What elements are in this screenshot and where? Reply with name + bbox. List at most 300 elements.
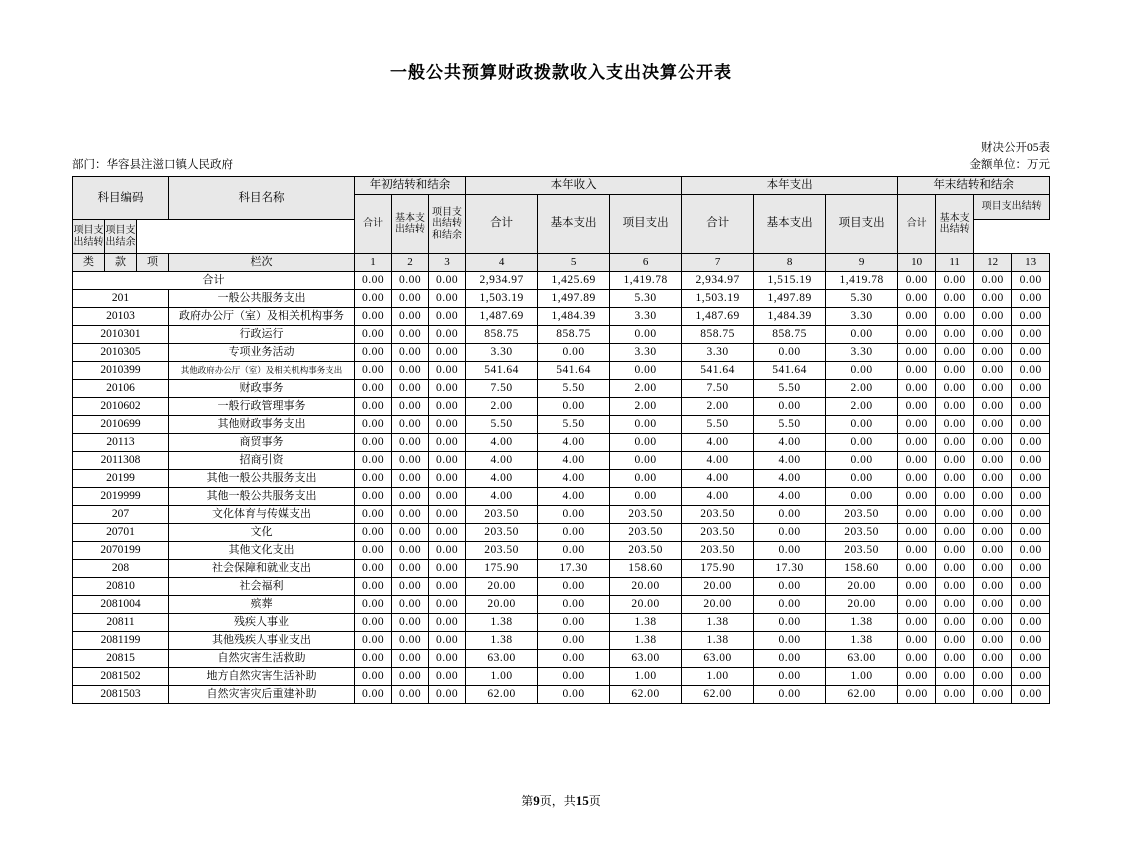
total-v13: 0.00 bbox=[1012, 272, 1050, 290]
row-value-7: 4.00 bbox=[682, 434, 754, 452]
table-row bbox=[73, 578, 1050, 596]
row-value-3: 0.00 bbox=[429, 290, 466, 308]
row-code: 2010305 bbox=[73, 344, 169, 362]
row-value-13: 0.00 bbox=[1012, 614, 1050, 632]
col-num-10: 10 bbox=[898, 254, 936, 272]
row-value-5: 0.00 bbox=[538, 632, 610, 650]
row-value-11: 0.00 bbox=[936, 344, 974, 362]
row-name: 其他文化支出 bbox=[169, 542, 355, 560]
row-value-4: 541.64 bbox=[466, 362, 538, 380]
row-value-5: 0.00 bbox=[538, 578, 610, 596]
row-value-9: 1.00 bbox=[826, 668, 898, 686]
row-value-8: 5.50 bbox=[754, 380, 826, 398]
row-value-12: 0.00 bbox=[974, 398, 1012, 416]
row-value-9: 3.30 bbox=[826, 308, 898, 326]
table-row bbox=[73, 326, 1050, 344]
row-value-12: 0.00 bbox=[974, 596, 1012, 614]
row-value-11: 0.00 bbox=[936, 632, 974, 650]
row-value-1: 0.00 bbox=[355, 326, 392, 344]
row-code: 20701 bbox=[73, 524, 169, 542]
row-value-12: 0.00 bbox=[974, 308, 1012, 326]
row-value-9: 158.60 bbox=[826, 560, 898, 578]
row-code: 20103 bbox=[73, 308, 169, 326]
document-page bbox=[0, 58, 1122, 851]
col-num-3: 3 bbox=[429, 254, 466, 272]
row-value-2: 0.00 bbox=[392, 380, 429, 398]
row-value-11: 0.00 bbox=[936, 488, 974, 506]
row-value-3: 0.00 bbox=[429, 578, 466, 596]
row-value-12: 0.00 bbox=[974, 524, 1012, 542]
row-name: 招商引资 bbox=[169, 452, 355, 470]
row-value-13: 0.00 bbox=[1012, 434, 1050, 452]
row-value-8: 4.00 bbox=[754, 434, 826, 452]
row-value-13: 0.00 bbox=[1012, 650, 1050, 668]
row-value-7: 1.38 bbox=[682, 614, 754, 632]
table-row bbox=[73, 416, 1050, 434]
row-name: 其他政府办公厅（室）及相关机构事务支出 bbox=[169, 362, 355, 380]
row-value-8: 0.00 bbox=[754, 578, 826, 596]
row-value-7: 858.75 bbox=[682, 326, 754, 344]
row-value-4: 4.00 bbox=[466, 488, 538, 506]
header-end-project-group: 项目支出结转 bbox=[974, 195, 1050, 220]
row-value-2: 0.00 bbox=[392, 686, 429, 704]
row-value-6: 0.00 bbox=[610, 434, 682, 452]
row-value-3: 0.00 bbox=[429, 650, 466, 668]
row-value-10: 0.00 bbox=[898, 632, 936, 650]
footer-mid: 页，共 bbox=[539, 794, 576, 808]
row-value-8: 4.00 bbox=[754, 452, 826, 470]
row-value-3: 0.00 bbox=[429, 614, 466, 632]
total-v8: 1,515.19 bbox=[754, 272, 826, 290]
row-value-12: 0.00 bbox=[974, 668, 1012, 686]
row-value-11: 0.00 bbox=[936, 308, 974, 326]
row-value-13: 0.00 bbox=[1012, 326, 1050, 344]
row-value-8: 541.64 bbox=[754, 362, 826, 380]
row-value-7: 203.50 bbox=[682, 542, 754, 560]
header-begin-balance: 年初结转和结余 bbox=[355, 177, 466, 195]
row-value-9: 2.00 bbox=[826, 380, 898, 398]
total-v2: 0.00 bbox=[392, 272, 429, 290]
row-value-10: 0.00 bbox=[898, 542, 936, 560]
row-value-9: 1.38 bbox=[826, 632, 898, 650]
header-income: 本年收入 bbox=[466, 177, 682, 195]
row-value-7: 1.00 bbox=[682, 668, 754, 686]
row-value-10: 0.00 bbox=[898, 362, 936, 380]
row-code: 2081502 bbox=[73, 668, 169, 686]
table-row bbox=[73, 344, 1050, 362]
row-value-8: 17.30 bbox=[754, 560, 826, 578]
col-num-4: 4 bbox=[466, 254, 538, 272]
header-name: 科目名称 bbox=[169, 177, 355, 220]
row-value-1: 0.00 bbox=[355, 542, 392, 560]
row-value-6: 20.00 bbox=[610, 578, 682, 596]
row-value-9: 0.00 bbox=[826, 416, 898, 434]
row-value-8: 5.50 bbox=[754, 416, 826, 434]
col-num-12: 12 bbox=[974, 254, 1012, 272]
col-num-13: 13 bbox=[1012, 254, 1050, 272]
row-name: 商贸事务 bbox=[169, 434, 355, 452]
row-value-10: 0.00 bbox=[898, 416, 936, 434]
row-value-13: 0.00 bbox=[1012, 398, 1050, 416]
row-value-3: 0.00 bbox=[429, 398, 466, 416]
row-name: 社会保障和就业支出 bbox=[169, 560, 355, 578]
row-value-1: 0.00 bbox=[355, 650, 392, 668]
table-row bbox=[73, 650, 1050, 668]
total-label: 合计 bbox=[73, 272, 355, 290]
row-value-3: 0.00 bbox=[429, 434, 466, 452]
page-title: 一般公共预算财政拨款收入支出决算公开表 bbox=[390, 63, 732, 82]
row-name: 殡葬 bbox=[169, 596, 355, 614]
row-value-4: 4.00 bbox=[466, 434, 538, 452]
row-value-1: 0.00 bbox=[355, 524, 392, 542]
row-value-10: 0.00 bbox=[898, 434, 936, 452]
table-row bbox=[73, 398, 1050, 416]
col-num-7: 7 bbox=[682, 254, 754, 272]
row-value-6: 1.38 bbox=[610, 614, 682, 632]
row-value-6: 158.60 bbox=[610, 560, 682, 578]
table-row bbox=[73, 470, 1050, 488]
row-value-7: 4.00 bbox=[682, 488, 754, 506]
row-value-7: 5.50 bbox=[682, 416, 754, 434]
row-value-6: 3.30 bbox=[610, 308, 682, 326]
row-value-2: 0.00 bbox=[392, 470, 429, 488]
row-value-10: 0.00 bbox=[898, 668, 936, 686]
row-value-7: 3.30 bbox=[682, 344, 754, 362]
row-value-4: 4.00 bbox=[466, 470, 538, 488]
row-value-12: 0.00 bbox=[974, 542, 1012, 560]
row-value-3: 0.00 bbox=[429, 560, 466, 578]
row-value-10: 0.00 bbox=[898, 470, 936, 488]
row-value-7: 175.90 bbox=[682, 560, 754, 578]
row-code: 2019999 bbox=[73, 488, 169, 506]
row-value-6: 0.00 bbox=[610, 488, 682, 506]
row-value-11: 0.00 bbox=[936, 542, 974, 560]
total-v12: 0.00 bbox=[974, 272, 1012, 290]
col-num-9: 9 bbox=[826, 254, 898, 272]
row-value-3: 0.00 bbox=[429, 632, 466, 650]
row-value-2: 0.00 bbox=[392, 362, 429, 380]
row-value-3: 0.00 bbox=[429, 596, 466, 614]
row-value-3: 0.00 bbox=[429, 506, 466, 524]
row-value-11: 0.00 bbox=[936, 470, 974, 488]
row-value-8: 1,484.39 bbox=[754, 308, 826, 326]
row-value-1: 0.00 bbox=[355, 506, 392, 524]
row-value-8: 4.00 bbox=[754, 470, 826, 488]
col-num-8: 8 bbox=[754, 254, 826, 272]
row-value-5: 0.00 bbox=[538, 614, 610, 632]
row-value-5: 0.00 bbox=[538, 686, 610, 704]
header-begin-total: 合计 bbox=[355, 195, 392, 254]
row-value-9: 2.00 bbox=[826, 398, 898, 416]
column-number-row bbox=[73, 254, 1050, 272]
row-code: 2010699 bbox=[73, 416, 169, 434]
row-value-6: 62.00 bbox=[610, 686, 682, 704]
row-value-13: 0.00 bbox=[1012, 524, 1050, 542]
row-value-2: 0.00 bbox=[392, 668, 429, 686]
table-row bbox=[73, 506, 1050, 524]
row-code: 20815 bbox=[73, 650, 169, 668]
row-value-1: 0.00 bbox=[355, 578, 392, 596]
row-value-9: 0.00 bbox=[826, 326, 898, 344]
row-code: 2081199 bbox=[73, 632, 169, 650]
row-value-9: 203.50 bbox=[826, 506, 898, 524]
col-class: 类 bbox=[73, 254, 105, 272]
row-name: 其他残疾人事业支出 bbox=[169, 632, 355, 650]
row-value-4: 63.00 bbox=[466, 650, 538, 668]
row-value-10: 0.00 bbox=[898, 560, 936, 578]
row-value-6: 2.00 bbox=[610, 380, 682, 398]
row-value-7: 4.00 bbox=[682, 470, 754, 488]
total-v4: 2,934.97 bbox=[466, 272, 538, 290]
row-value-1: 0.00 bbox=[355, 488, 392, 506]
row-value-12: 0.00 bbox=[974, 470, 1012, 488]
row-value-1: 0.00 bbox=[355, 344, 392, 362]
table-row bbox=[73, 452, 1050, 470]
row-value-6: 203.50 bbox=[610, 542, 682, 560]
header-end-total: 合计 bbox=[898, 195, 936, 254]
table-row bbox=[73, 290, 1050, 308]
row-value-4: 1,487.69 bbox=[466, 308, 538, 326]
row-value-4: 4.00 bbox=[466, 452, 538, 470]
row-value-2: 0.00 bbox=[392, 398, 429, 416]
col-num-6: 6 bbox=[610, 254, 682, 272]
header-begin-basic: 基本支出结转 bbox=[392, 195, 429, 254]
row-value-12: 0.00 bbox=[974, 362, 1012, 380]
row-value-4: 1.00 bbox=[466, 668, 538, 686]
row-name: 其他一般公共服务支出 bbox=[169, 488, 355, 506]
table-row bbox=[73, 434, 1050, 452]
row-value-4: 20.00 bbox=[466, 578, 538, 596]
row-value-5: 541.64 bbox=[538, 362, 610, 380]
row-value-4: 7.50 bbox=[466, 380, 538, 398]
row-value-8: 1,497.89 bbox=[754, 290, 826, 308]
row-code: 2010399 bbox=[73, 362, 169, 380]
row-code: 2070199 bbox=[73, 542, 169, 560]
col-num-2: 2 bbox=[392, 254, 429, 272]
row-name: 财政事务 bbox=[169, 380, 355, 398]
row-value-13: 0.00 bbox=[1012, 668, 1050, 686]
row-value-10: 0.00 bbox=[898, 344, 936, 362]
row-value-10: 0.00 bbox=[898, 452, 936, 470]
table-row bbox=[73, 308, 1050, 326]
row-name: 社会福利 bbox=[169, 578, 355, 596]
row-value-5: 5.50 bbox=[538, 416, 610, 434]
row-value-10: 0.00 bbox=[898, 524, 936, 542]
col-num-11: 11 bbox=[936, 254, 974, 272]
row-value-2: 0.00 bbox=[392, 650, 429, 668]
row-value-2: 0.00 bbox=[392, 506, 429, 524]
row-value-9: 20.00 bbox=[826, 578, 898, 596]
row-value-7: 20.00 bbox=[682, 596, 754, 614]
row-value-5: 4.00 bbox=[538, 488, 610, 506]
total-v11: 0.00 bbox=[936, 272, 974, 290]
row-value-5: 4.00 bbox=[538, 470, 610, 488]
row-value-2: 0.00 bbox=[392, 578, 429, 596]
row-value-8: 0.00 bbox=[754, 398, 826, 416]
header-income-basic: 基本支出 bbox=[538, 195, 610, 254]
row-value-7: 1,503.19 bbox=[682, 290, 754, 308]
row-value-2: 0.00 bbox=[392, 308, 429, 326]
row-value-6: 0.00 bbox=[610, 416, 682, 434]
row-value-12: 0.00 bbox=[974, 578, 1012, 596]
row-code: 20810 bbox=[73, 578, 169, 596]
row-value-11: 0.00 bbox=[936, 560, 974, 578]
budget-table bbox=[72, 176, 1050, 704]
row-value-12: 0.00 bbox=[974, 452, 1012, 470]
row-value-1: 0.00 bbox=[355, 560, 392, 578]
form-meta bbox=[970, 140, 1051, 173]
row-value-13: 0.00 bbox=[1012, 560, 1050, 578]
row-name: 其他财政事务支出 bbox=[169, 416, 355, 434]
row-value-12: 0.00 bbox=[974, 488, 1012, 506]
row-name: 行政运行 bbox=[169, 326, 355, 344]
row-value-12: 0.00 bbox=[974, 290, 1012, 308]
row-value-3: 0.00 bbox=[429, 542, 466, 560]
row-value-6: 0.00 bbox=[610, 326, 682, 344]
row-value-8: 0.00 bbox=[754, 344, 826, 362]
header-end-project-balance: 项目支出结余 bbox=[105, 220, 137, 254]
table-row bbox=[73, 632, 1050, 650]
row-value-9: 20.00 bbox=[826, 596, 898, 614]
row-value-11: 0.00 bbox=[936, 578, 974, 596]
row-value-13: 0.00 bbox=[1012, 632, 1050, 650]
row-value-5: 5.50 bbox=[538, 380, 610, 398]
row-value-8: 4.00 bbox=[754, 488, 826, 506]
row-value-1: 0.00 bbox=[355, 686, 392, 704]
row-value-13: 0.00 bbox=[1012, 542, 1050, 560]
row-value-10: 0.00 bbox=[898, 290, 936, 308]
table-row bbox=[73, 542, 1050, 560]
row-value-2: 0.00 bbox=[392, 290, 429, 308]
row-value-11: 0.00 bbox=[936, 416, 974, 434]
row-value-1: 0.00 bbox=[355, 290, 392, 308]
table-row bbox=[73, 560, 1050, 578]
table-row bbox=[73, 686, 1050, 704]
row-value-5: 0.00 bbox=[538, 398, 610, 416]
row-value-5: 4.00 bbox=[538, 434, 610, 452]
col-xiang: 项 bbox=[137, 254, 169, 272]
footer-prefix: 第 bbox=[521, 794, 534, 808]
row-value-4: 1,503.19 bbox=[466, 290, 538, 308]
row-value-12: 0.00 bbox=[974, 326, 1012, 344]
row-value-4: 1.38 bbox=[466, 632, 538, 650]
page-footer bbox=[0, 792, 1122, 809]
table-body bbox=[73, 290, 1050, 704]
row-value-11: 0.00 bbox=[936, 380, 974, 398]
row-value-2: 0.00 bbox=[392, 524, 429, 542]
row-value-7: 4.00 bbox=[682, 452, 754, 470]
row-name: 一般公共服务支出 bbox=[169, 290, 355, 308]
row-name: 文化体育与传媒支出 bbox=[169, 506, 355, 524]
row-value-2: 0.00 bbox=[392, 488, 429, 506]
row-value-9: 0.00 bbox=[826, 434, 898, 452]
row-value-2: 0.00 bbox=[392, 542, 429, 560]
header-income-project: 项目支出 bbox=[610, 195, 682, 254]
row-value-9: 0.00 bbox=[826, 362, 898, 380]
row-value-13: 0.00 bbox=[1012, 470, 1050, 488]
row-name: 残疾人事业 bbox=[169, 614, 355, 632]
row-value-6: 63.00 bbox=[610, 650, 682, 668]
row-value-5: 4.00 bbox=[538, 452, 610, 470]
col-kuan: 款 bbox=[105, 254, 137, 272]
row-value-4: 3.30 bbox=[466, 344, 538, 362]
row-value-13: 0.00 bbox=[1012, 578, 1050, 596]
row-value-13: 0.00 bbox=[1012, 290, 1050, 308]
row-name: 文化 bbox=[169, 524, 355, 542]
header-end-balance: 年末结转和结余 bbox=[898, 177, 1050, 195]
row-value-9: 203.50 bbox=[826, 542, 898, 560]
row-value-11: 0.00 bbox=[936, 362, 974, 380]
row-value-11: 0.00 bbox=[936, 434, 974, 452]
row-value-7: 1,487.69 bbox=[682, 308, 754, 326]
row-value-8: 0.00 bbox=[754, 650, 826, 668]
row-value-12: 0.00 bbox=[974, 614, 1012, 632]
row-value-1: 0.00 bbox=[355, 416, 392, 434]
row-value-4: 20.00 bbox=[466, 596, 538, 614]
row-value-1: 0.00 bbox=[355, 596, 392, 614]
row-value-13: 0.00 bbox=[1012, 344, 1050, 362]
row-value-10: 0.00 bbox=[898, 686, 936, 704]
row-value-11: 0.00 bbox=[936, 686, 974, 704]
row-value-6: 5.30 bbox=[610, 290, 682, 308]
header-expense-basic: 基本支出 bbox=[754, 195, 826, 254]
row-value-7: 541.64 bbox=[682, 362, 754, 380]
row-value-6: 0.00 bbox=[610, 362, 682, 380]
total-v1: 0.00 bbox=[355, 272, 392, 290]
row-value-2: 0.00 bbox=[392, 344, 429, 362]
row-value-13: 0.00 bbox=[1012, 506, 1050, 524]
row-code: 20811 bbox=[73, 614, 169, 632]
row-value-11: 0.00 bbox=[936, 650, 974, 668]
row-value-11: 0.00 bbox=[936, 506, 974, 524]
header-expense-project: 项目支出 bbox=[826, 195, 898, 254]
row-code: 2081004 bbox=[73, 596, 169, 614]
row-value-9: 203.50 bbox=[826, 524, 898, 542]
row-value-3: 0.00 bbox=[429, 524, 466, 542]
header-income-total: 合计 bbox=[466, 195, 538, 254]
row-value-9: 0.00 bbox=[826, 470, 898, 488]
row-value-1: 0.00 bbox=[355, 614, 392, 632]
row-value-1: 0.00 bbox=[355, 434, 392, 452]
row-value-11: 0.00 bbox=[936, 614, 974, 632]
row-value-9: 3.30 bbox=[826, 344, 898, 362]
table-row bbox=[73, 380, 1050, 398]
row-value-10: 0.00 bbox=[898, 614, 936, 632]
row-value-10: 0.00 bbox=[898, 308, 936, 326]
row-name: 政府办公厅（室）及相关机构事务 bbox=[169, 308, 355, 326]
row-code: 2010602 bbox=[73, 398, 169, 416]
row-value-4: 2.00 bbox=[466, 398, 538, 416]
row-value-6: 3.30 bbox=[610, 344, 682, 362]
table-header-row-1 bbox=[73, 177, 1050, 195]
row-code: 2081503 bbox=[73, 686, 169, 704]
row-value-5: 17.30 bbox=[538, 560, 610, 578]
row-value-9: 5.30 bbox=[826, 290, 898, 308]
total-v9: 1,419.78 bbox=[826, 272, 898, 290]
row-value-4: 858.75 bbox=[466, 326, 538, 344]
row-value-13: 0.00 bbox=[1012, 452, 1050, 470]
row-value-2: 0.00 bbox=[392, 614, 429, 632]
row-value-1: 0.00 bbox=[355, 398, 392, 416]
department-label: 部门：华容县注滋口镇人民政府 bbox=[72, 159, 233, 171]
row-name: 一般行政管理事务 bbox=[169, 398, 355, 416]
row-value-3: 0.00 bbox=[429, 488, 466, 506]
header-end-basic: 基本支出结转 bbox=[936, 195, 974, 254]
row-value-12: 0.00 bbox=[974, 632, 1012, 650]
row-value-11: 0.00 bbox=[936, 398, 974, 416]
row-code: 207 bbox=[73, 506, 169, 524]
row-code: 20106 bbox=[73, 380, 169, 398]
